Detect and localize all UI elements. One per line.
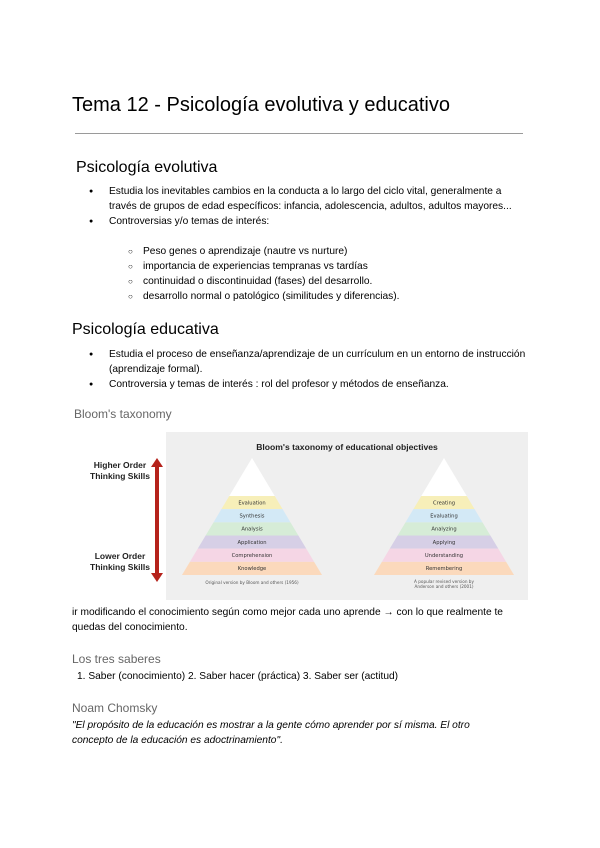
original-layer-label: Application — [237, 539, 267, 546]
page-title: Tema 12 - Psicología evolutiva y educativo — [72, 94, 450, 116]
original-apex — [229, 458, 274, 496]
list-item: ● Controversia y temas de interés : rol del profesor y métodos de enseñanza. — [109, 377, 529, 392]
section-heading-evolutiva: Psicología evolutiva — [76, 159, 218, 176]
revised-layer-label: Analyzing — [431, 526, 457, 533]
pyramid-revised — [374, 458, 514, 575]
blooms-pyramids — [166, 432, 528, 600]
revised-layer-label: Understanding — [424, 553, 464, 560]
section-heading-educativa: Psicología educativa — [72, 321, 219, 338]
pyramid-original — [182, 458, 322, 575]
list-item: ○ continuidad o discontinuidad (fases) del desarrollo. — [143, 274, 523, 289]
revised-layer-label: Creating — [432, 500, 456, 507]
original-caption: Original version by Bloom and others (1956) — [205, 580, 299, 585]
saberes-list: 1. Saber (conocimiento) 2. Saber hacer (práctica) 3. Saber ser (actitud) — [77, 671, 399, 682]
evolutiva-sub-bullets — [143, 244, 523, 304]
list-item: ● Estudia los inevitables cambios en la conducta a lo largo del ciclo vital, generalmente a través de grupos de edad específicos: infancia, adolescencia, adultos, adultos mayores... — [109, 184, 529, 214]
chomsky-quote: "El propósito de la educación es mostrar a la gente cómo aprender por sí misma. El otro concepto de la educación es adoctrinamiento". — [72, 720, 470, 746]
list-item: ○ importancia de experiencias tempranas vs tardías — [143, 259, 523, 274]
educativa-bullets — [109, 347, 529, 392]
original-layer-label: Analysis — [241, 526, 263, 533]
arrow-head-down — [151, 573, 163, 582]
revised-layer-label: Evaluating — [430, 513, 458, 520]
thinking-skills-arrow-icon — [150, 458, 164, 582]
chomsky-heading: Noam Chomsky — [72, 701, 158, 715]
revised-apex — [421, 458, 466, 496]
blooms-heading: Bloom's taxonomy — [74, 407, 172, 421]
arrow-head-up — [151, 458, 163, 467]
revised-caption-line1: A popular revised version by — [414, 579, 474, 584]
original-layer-label: Evaluation — [238, 500, 266, 507]
list-item: ○ Peso genes o aprendizaje (nautre vs nurture) — [143, 244, 523, 259]
revised-caption-line2: Anderson and others (2001) — [414, 584, 474, 589]
saberes-heading: Los tres saberes — [72, 652, 161, 666]
revised-layer-label: Remembering — [425, 566, 463, 573]
lower-order-label: Lower Order Thinking Skills — [90, 551, 150, 572]
original-layer-label: Knowledge — [237, 566, 267, 573]
figure-title: Bloom's taxonomy of educational objectives — [256, 442, 438, 452]
blooms-figure — [166, 432, 528, 600]
arrow-shaft — [155, 466, 159, 574]
original-layer-label: Synthesis — [239, 513, 265, 520]
higher-order-label: Higher Order Thinking Skills — [90, 460, 150, 481]
original-layer-label: Comprehension — [231, 553, 273, 560]
evolutiva-bullets — [109, 184, 529, 229]
list-item: ● Controversias y/o temas de interés: — [109, 214, 529, 229]
list-item: ● Estudia el proceso de enseñanza/aprendizaje de un currículum en un entorno de instrucción (aprendizaje formal). — [109, 347, 529, 377]
revised-layer-label: Applying — [432, 539, 456, 546]
blooms-note: ir modificando el conocimiento según como mejor cada uno aprende → con lo que realmente te quedas del conocimiento. — [72, 607, 503, 633]
divider — [75, 133, 523, 134]
list-item: ○ desarrollo normal o patológico (similitudes y diferencias). — [143, 289, 523, 304]
